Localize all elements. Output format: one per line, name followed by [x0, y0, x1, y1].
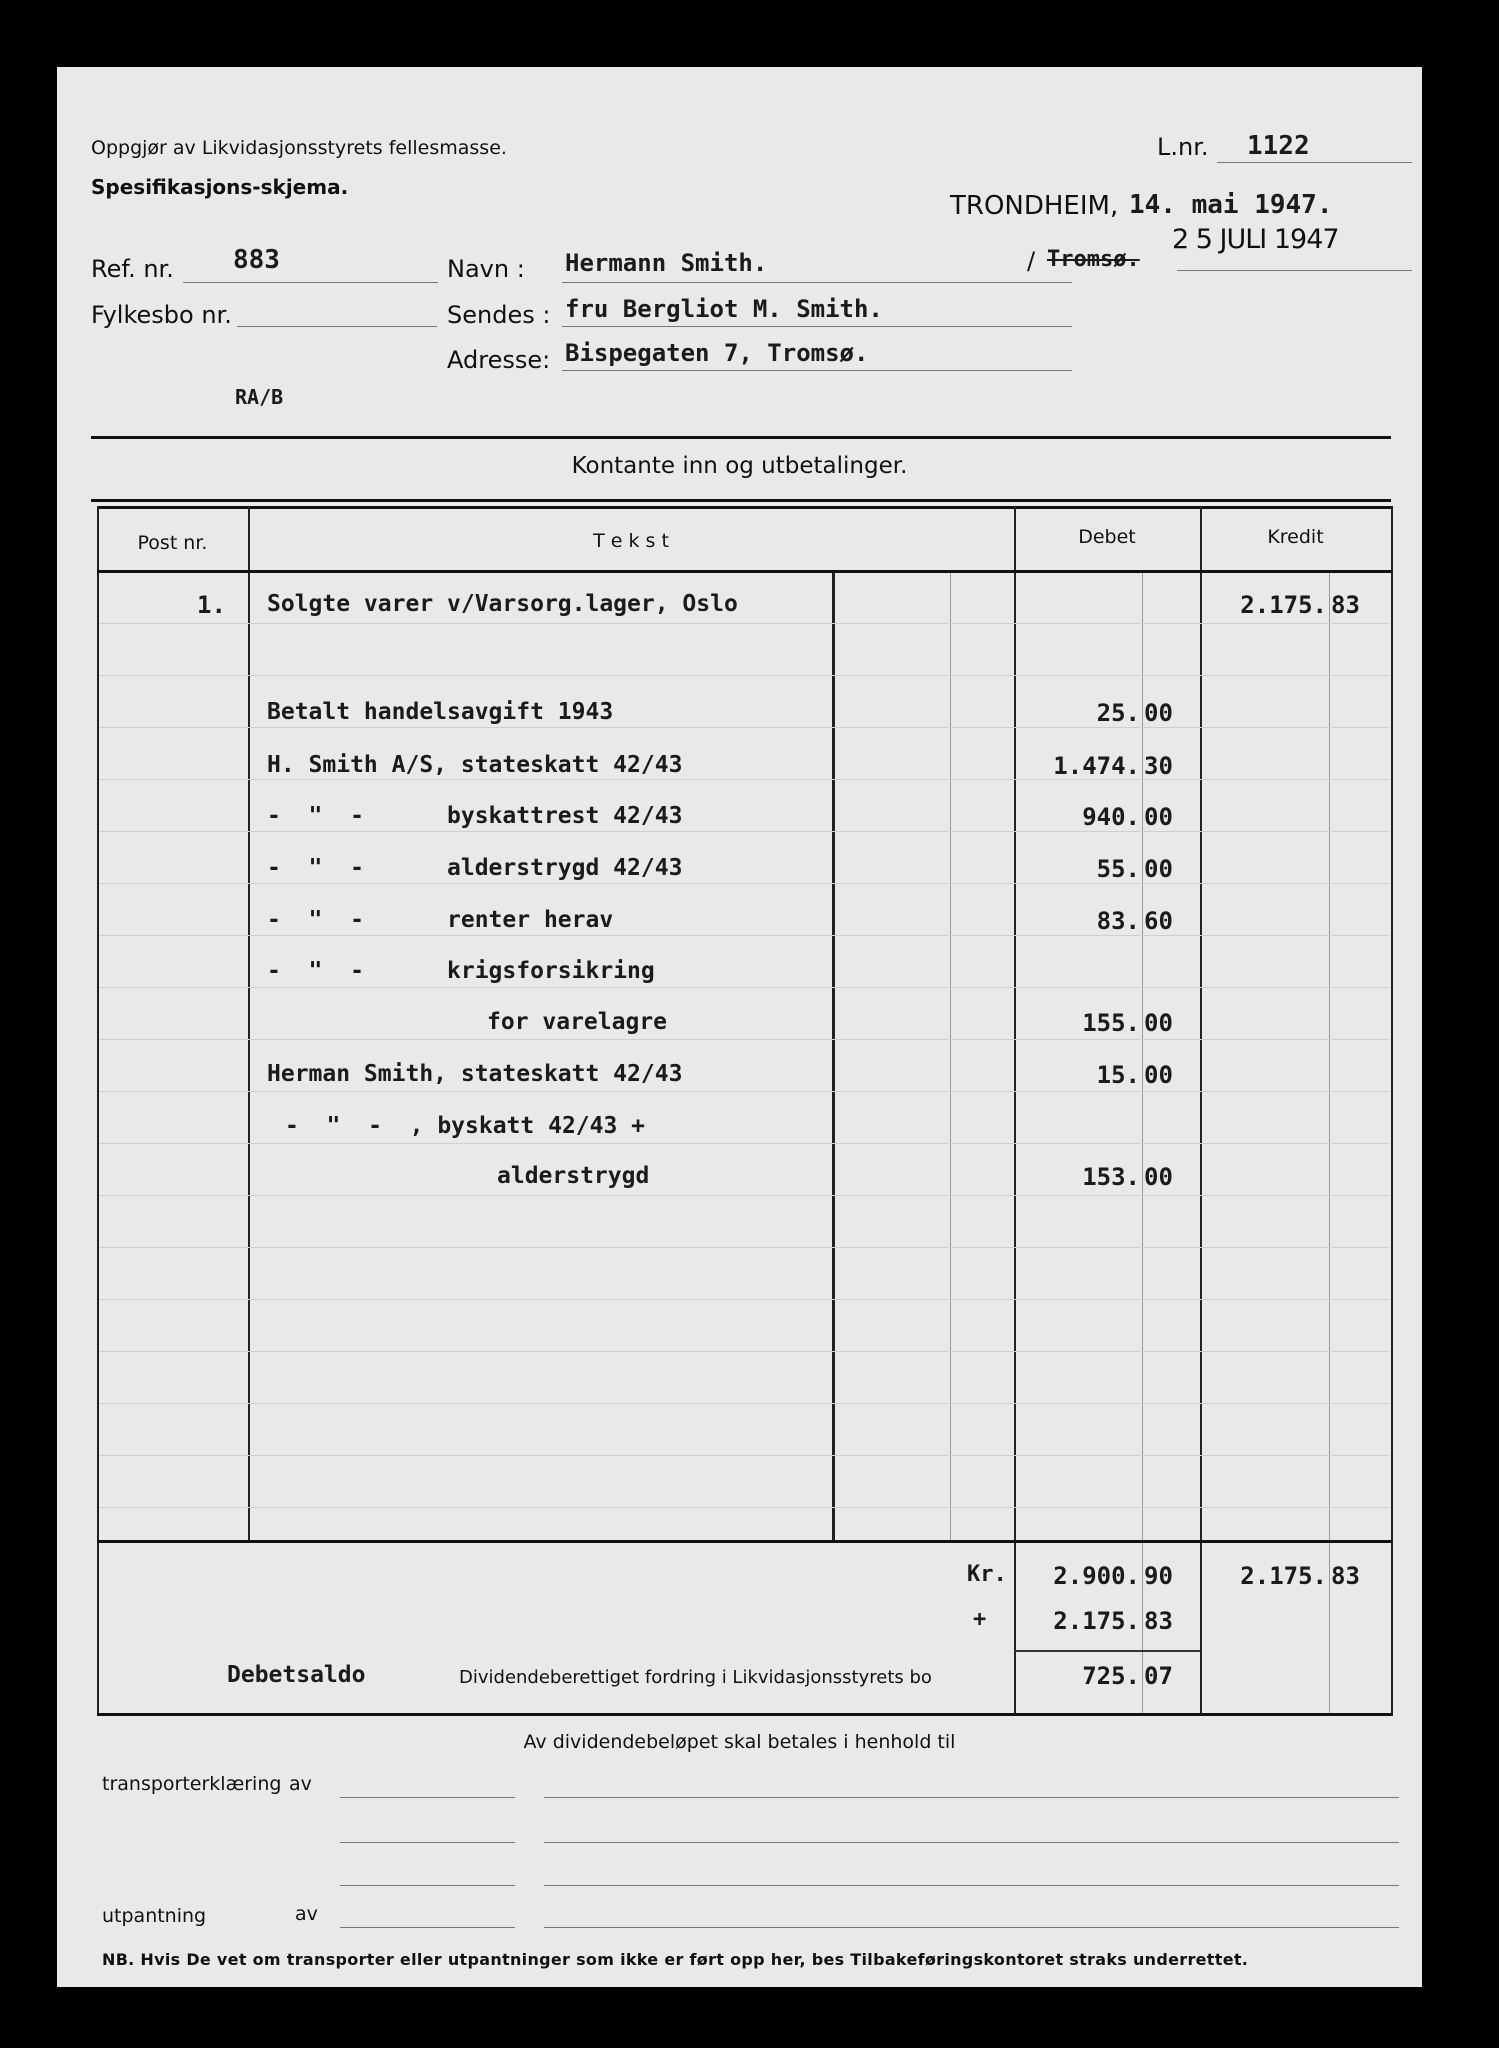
ref-value: 883 [233, 245, 280, 275]
col-divider-text-inner [832, 572, 835, 1540]
row-text: Herman Smith, stateskatt 42/43 [267, 1061, 683, 1087]
signature-line-long [544, 1842, 1399, 1843]
adresse-line [562, 370, 1072, 371]
fylkesbo-line [237, 326, 437, 327]
row-debet-int: 940. [1082, 803, 1140, 831]
navn-value: Hermann Smith. [565, 249, 768, 277]
row-rule [99, 1143, 1389, 1144]
fylkesbo-label: Fylkesbo nr. [91, 301, 232, 329]
lnr-line [1217, 162, 1412, 163]
signature-line-short [340, 1797, 515, 1798]
sendes-line [562, 326, 1072, 327]
row-kredit-dec: 83 [1331, 591, 1360, 619]
row-post: 1. [197, 591, 226, 619]
header-kredit: Kredit [1267, 526, 1324, 548]
plus-int: 2.175. [1053, 1607, 1140, 1635]
kr-label: Kr. [967, 1562, 1007, 1587]
ref-line [183, 282, 438, 283]
settlement-form [57, 67, 1422, 1987]
row-rule [99, 1247, 1389, 1248]
row-debet-dec: 00 [1144, 1009, 1173, 1037]
date-stamp: 2 5 JULI 1947 [1172, 224, 1339, 255]
table-right-border [1391, 506, 1393, 1716]
debet-sum-dec: 90 [1144, 1562, 1173, 1590]
date-line [1177, 270, 1412, 271]
debetsaldo-label: Debetsaldo [227, 1662, 366, 1688]
row-rule [99, 883, 1389, 884]
row-debet-dec: 00 [1144, 699, 1173, 727]
row-debet-int: 155. [1082, 1009, 1140, 1037]
col-divider-post [248, 506, 250, 1540]
section-rule-bottom [91, 499, 1391, 502]
lnr-label: L.nr. [1157, 133, 1209, 161]
row-rule [99, 1455, 1389, 1456]
row-debet-dec: 00 [1144, 1163, 1173, 1191]
row-text: Solgte varer v/Varsorg.lager, Oslo [267, 591, 738, 617]
row-debet-int: 153. [1082, 1163, 1140, 1191]
section-title: Kontante inn og utbetalinger. [571, 453, 908, 479]
sendes-value: fru Bergliot M. Smith. [565, 295, 883, 323]
signature-line-short [340, 1842, 515, 1843]
plus-dec: 83 [1144, 1607, 1173, 1635]
row-text: - " - byskattrest 42/43 [267, 803, 683, 829]
row-rule [99, 1039, 1389, 1040]
date-typed: 14. mai 1947. [1129, 190, 1333, 220]
row-debet-dec: 30 [1144, 752, 1173, 780]
signature-line-short [340, 1885, 515, 1886]
row-text: - " - renter herav [267, 907, 614, 933]
header-tekst: T e k s t [593, 530, 669, 552]
sendes-label: Sendes : [447, 301, 551, 329]
row-rule [99, 1507, 1389, 1508]
ref-label: Ref. nr. [91, 255, 174, 283]
row-debet-dec: 00 [1144, 1061, 1173, 1089]
transport-av: av [289, 1773, 312, 1795]
row-debet-dec: 00 [1144, 855, 1173, 883]
kredit-sum-int: 2.175. [1240, 1562, 1327, 1590]
navn-label: Navn : [447, 255, 525, 283]
row-rule [99, 1299, 1389, 1300]
table-top-rule [97, 506, 1392, 509]
col-divider-debet [1014, 506, 1016, 1716]
table-left-border [97, 506, 99, 1716]
org-line: Oppgjør av Likvidasjonsstyrets fellesmasse. [91, 137, 507, 159]
col-divider-text-mid [950, 572, 951, 1540]
header-post: Post nr. [137, 532, 208, 554]
saldo-int: 725. [1082, 1662, 1140, 1690]
row-rule [99, 1195, 1389, 1196]
row-debet-dec: 60 [1144, 907, 1173, 935]
row-rule [99, 623, 1389, 624]
row-debet-int: 55. [1096, 855, 1140, 883]
saldo-dec: 07 [1144, 1662, 1173, 1690]
place-slash: / [1027, 247, 1036, 275]
adresse-label: Adresse: [447, 346, 551, 374]
signature-line-long [544, 1797, 1399, 1798]
utpantning-label: utpantning [102, 1905, 207, 1927]
header-rule [97, 570, 1392, 573]
row-rule [99, 1403, 1389, 1404]
row-text: H. Smith A/S, stateskatt 42/43 [267, 752, 683, 778]
initials: RA/B [235, 385, 284, 409]
dividend-label: Dividendeberettiget fordring i Likvidasjonsstyrets bo [459, 1667, 932, 1688]
nb-note: NB. Hvis De vet om transporter eller utpantninger som ikke er ført opp her, bes Tilbakeføringskontoret straks underrettet. [102, 1950, 1249, 1969]
transport-label: transporterklæring [102, 1773, 282, 1795]
row-rule [99, 779, 1389, 780]
navn-line [562, 282, 1072, 283]
col-divider-kredit-cents [1329, 572, 1330, 1716]
totals-rule [97, 1540, 1392, 1543]
row-kredit-int: 2.175. [1240, 591, 1327, 619]
row-rule [99, 1351, 1389, 1352]
kredit-sum-dec: 83 [1331, 1562, 1360, 1590]
row-debet-dec: 00 [1144, 803, 1173, 831]
row-rule [99, 831, 1389, 832]
signature-line-long [544, 1885, 1399, 1886]
header-debet: Debet [1078, 526, 1136, 548]
row-rule [99, 1091, 1389, 1092]
row-debet-int: 83. [1096, 907, 1140, 935]
col-divider-kredit [1200, 506, 1202, 1716]
row-text: - " - alderstrygd 42/43 [267, 855, 683, 881]
lnr-value: 1122 [1247, 131, 1310, 161]
place-typed: Tromsø. [1047, 247, 1140, 272]
city: TRONDHEIM, [950, 191, 1119, 221]
row-debet-int: 25. [1096, 699, 1140, 727]
row-text: - " - , byskatt 42/43 + [285, 1113, 646, 1139]
form-title: Spesifikasjons-skjema. [91, 175, 349, 199]
signature-line-long [544, 1927, 1399, 1928]
plus-label: + [973, 1607, 987, 1632]
row-rule [99, 935, 1389, 936]
row-text: alderstrygd [497, 1163, 650, 1189]
instruction: Av dividendebeløpet skal betales i henhold til [523, 1731, 956, 1753]
debet-sum-int: 2.900. [1053, 1562, 1140, 1590]
row-rule [99, 675, 1389, 676]
utpantning-av: av [295, 1903, 318, 1925]
row-text: Betalt handelsavgift 1943 [267, 699, 614, 725]
col-divider-debet-cents [1142, 572, 1143, 1716]
row-rule [99, 987, 1389, 988]
row-text: for varelagre [487, 1009, 668, 1035]
row-rule [99, 727, 1389, 728]
row-debet-int: 15. [1096, 1061, 1140, 1089]
signature-line-short [340, 1927, 515, 1928]
adresse-value: Bispegaten 7, Tromsø. [565, 339, 869, 367]
row-debet-int: 1.474. [1053, 752, 1140, 780]
row-text: - " - krigsforsikring [267, 958, 655, 984]
subtotal-rule [1014, 1650, 1200, 1652]
section-rule-top [91, 436, 1391, 439]
table-bottom-rule [97, 1713, 1392, 1716]
